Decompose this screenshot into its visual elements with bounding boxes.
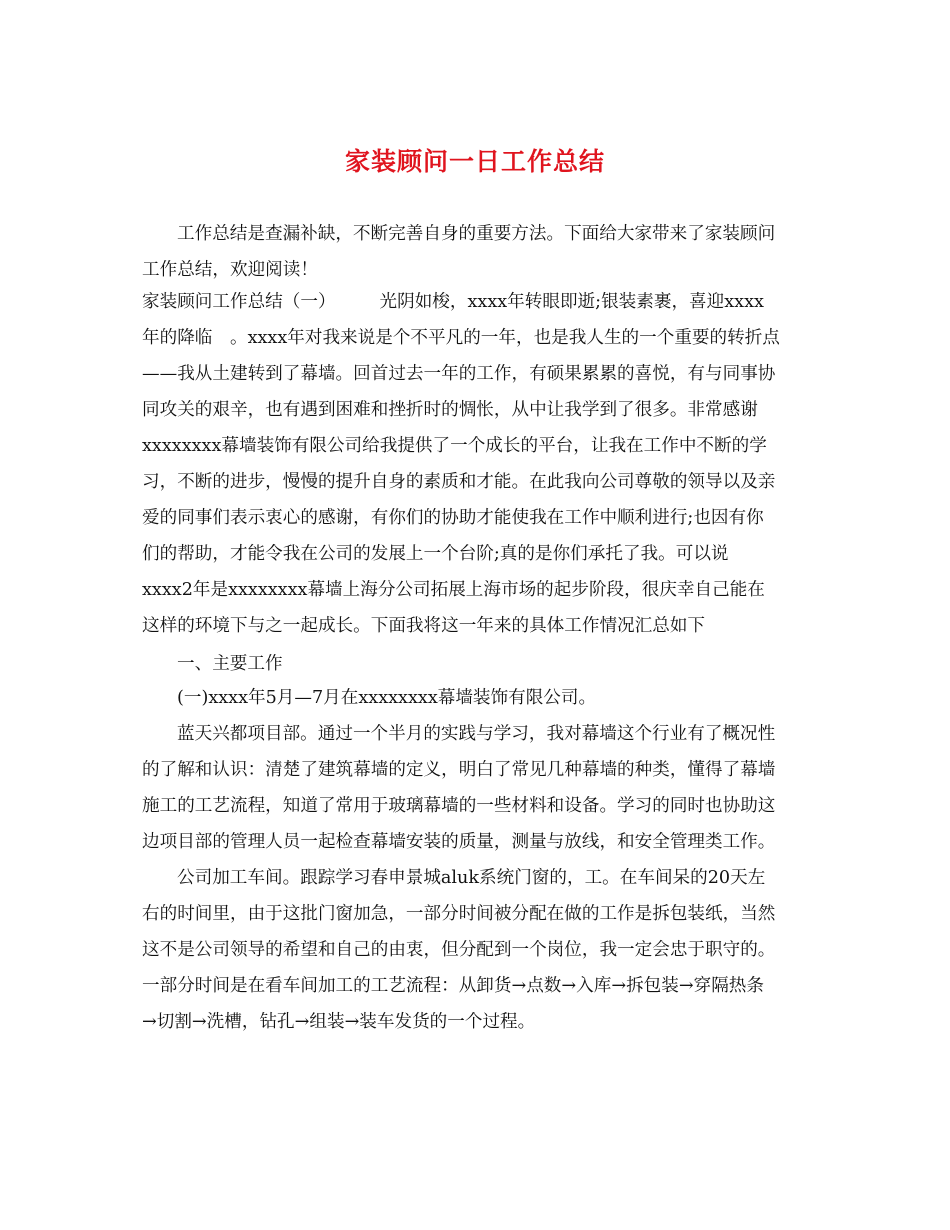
paragraph-line: 这样的环境下与之一起成长。下面我将这一年来的具体工作情况汇总如下	[142, 616, 706, 636]
paragraph-line: ——我从土建转到了幕墙。回首过去一年的工作，有硕果累累的喜悦，有与同事协	[142, 364, 776, 384]
paragraph-line: 工作总结，欢迎阅读！	[142, 260, 318, 280]
paragraph-line: 边项目部的管理人员一起检查幕墙安装的质量，测量与放线，和安全管理类工作。	[142, 832, 776, 852]
paragraph-line: 蓝天兴都项目部。通过一个半月的实践与学习，我对幕墙这个行业有了概况性	[177, 724, 776, 744]
paragraph-line: 们的帮助，才能令我在公司的发展上一个台阶;真的是你们承托了我。可以说	[142, 544, 729, 564]
paragraph-line: 这不是公司领导的希望和自己的由衷，但分配到一个岗位，我一定会忠于职守的。	[142, 940, 776, 960]
paragraph-line: xxxxxxxx幕墙装饰有限公司给我提供了一个成长的平台，让我在工作中不断的学	[142, 436, 767, 456]
section-heading: 一、主要工作	[177, 654, 283, 674]
paragraph-line: 家装顾问工作总结（一） 光阴如梭，xxxx年转眼即逝;银装素裹，喜迎xxxx	[142, 292, 764, 312]
paragraph-line: 公司加工车间。跟踪学习春申景城aluk系统门窗的，工。在车间呆的20天左	[177, 868, 766, 888]
paragraph-line: 同攻关的艰辛，也有遇到困难和挫折时的惆怅，从中让我学到了很多。非常感谢	[142, 400, 758, 420]
document-title: 家装顾问一日工作总结	[344, 147, 605, 176]
paragraph-line: 施工的工艺流程，知道了常用于玻璃幕墙的一些材料和设备。学习的同时也协助这	[142, 796, 776, 816]
paragraph-line: xxxx2年是xxxxxxxx幕墙上海分公司拓展上海市场的起步阶段，很庆幸自己能在	[142, 580, 765, 600]
paragraph-line: 一部分时间是在看车间加工的工艺流程：从卸货→点数→入库→拆包装→穿隔热条	[142, 976, 764, 996]
paragraph-line: 工作总结是查漏补缺，不断完善自身的重要方法。下面给大家带来了家装顾问	[177, 224, 776, 244]
subsection-heading: (一)xxxx年5月—7月在xxxxxxxx幕墙装饰有限公司。	[177, 688, 597, 708]
paragraph-line: 爱的同事们表示衷心的感谢，有你们的协助才能使我在工作中顺利进行;也因有你	[142, 508, 764, 528]
paragraph-line: 习，不断的进步，慢慢的提升自身的素质和才能。在此我向公司尊敬的领导以及亲	[142, 472, 776, 492]
paragraph-line: →切割→洗槽，钻孔→组装→装车发货的一个过程。	[142, 1012, 536, 1032]
paragraph-line: 右的时间里，由于这批门窗加急，一部分时间被分配在做的工作是拆包装纸，当然	[142, 904, 776, 924]
paragraph-line: 的了解和认识：清楚了建筑幕墙的定义，明白了常见几种幕墙的种类，懂得了幕墙	[142, 760, 776, 780]
paragraph-line: 年的降临 。xxxx年对我来说是个不平凡的一年，也是我人生的一个重要的转折点	[142, 328, 780, 348]
